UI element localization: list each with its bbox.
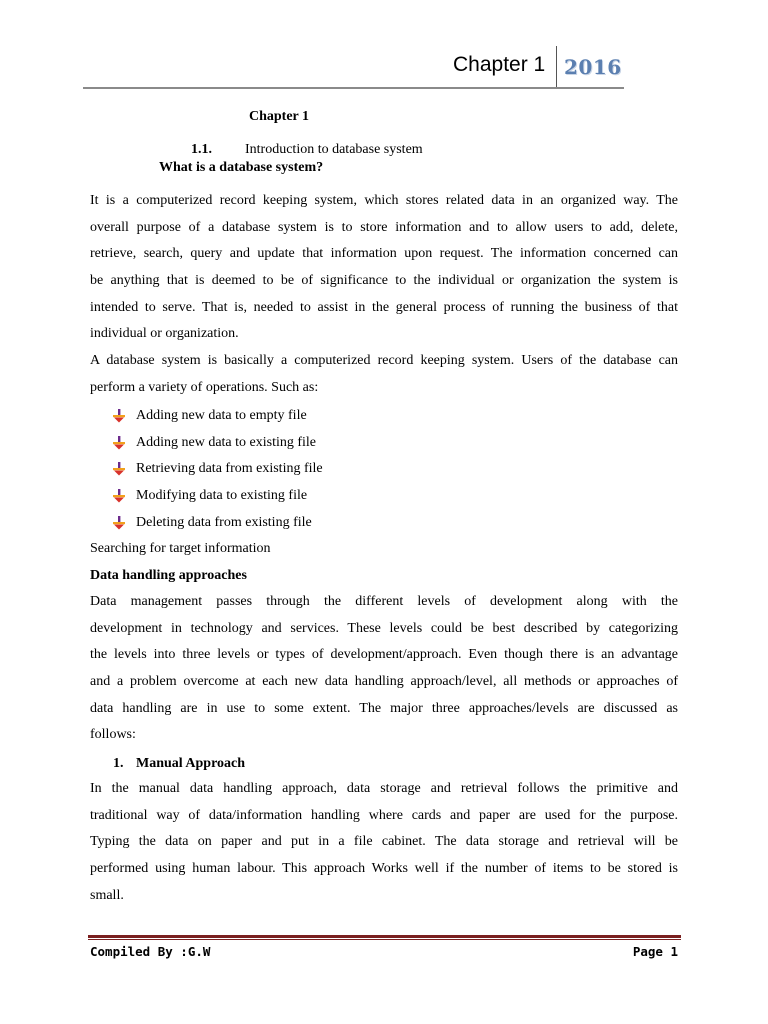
text-line: development in technology and services. These levels could be best described by categorizing <box>90 620 678 636</box>
text-line: perform a variety of operations. Such as: <box>90 379 319 395</box>
arrow-down-bullet-icon <box>112 516 126 530</box>
manual-approach-heading: Manual Approach <box>136 756 246 771</box>
text-line: be anything that is deemed to be of significance to the individual or organization the system is <box>90 273 678 289</box>
text-line: small. <box>90 887 124 903</box>
list-item-label: Deleting data from existing file <box>136 514 312 530</box>
header-rule <box>83 87 624 89</box>
footer-rule <box>88 935 681 938</box>
manual-approach-number: 1. <box>113 756 124 771</box>
section-title: Introduction to database system <box>245 142 423 157</box>
arrow-down-bullet-icon <box>112 409 126 423</box>
footer-author: Compiled By :G.W <box>90 944 211 959</box>
text-line: and a problem overcome at each new data handling approach/level, all methods or approaches of <box>90 674 678 690</box>
text-line: Data management passes through the different levels of development along with the <box>90 594 678 609</box>
text-line: the levels into three levels or types of development/approach. Even though there is an advantage <box>90 647 678 663</box>
text-line: In the manual data handling approach, data storage and retrieval follows the primitive and <box>90 781 678 796</box>
text-line: It is a computerized record keeping system, which stores related data in an organized way. The <box>90 193 678 208</box>
paragraph-manual-approach <box>90 776 678 909</box>
list-item <box>112 483 323 510</box>
chapter-title: Chapter 1 <box>249 109 310 124</box>
footer-rule-thin <box>88 939 681 940</box>
list-item-label: Modifying data to existing file <box>136 488 308 504</box>
text-line: retrieve, search, query and update that information upon request. The information concerned can <box>90 246 678 262</box>
text-line: A database system is basically a computerized record keeping system. Users of the database can <box>90 353 678 368</box>
header-chapter: Chapter 1 <box>453 53 546 76</box>
list-item <box>112 430 323 457</box>
operations-list <box>112 403 323 536</box>
text-line: follows: <box>90 727 136 743</box>
operations-last-line: Searching for target information <box>90 541 271 556</box>
list-item <box>112 456 323 483</box>
list-item-label: Adding new data to empty file <box>136 408 307 423</box>
text-line: traditional way of data/information handling where cards and paper are used for the purpose. <box>90 807 678 823</box>
text-line: individual or organization. <box>90 326 239 342</box>
arrow-down-bullet-icon <box>112 462 126 476</box>
question-heading: What is a database system? <box>159 160 324 175</box>
text-line: intended to serve. That is, needed to assist in the general process of running the business of that <box>90 299 678 315</box>
paragraph-operations-intro <box>90 348 678 401</box>
list-item-label: Retrieving data from existing file <box>136 461 323 477</box>
approaches-heading: Data handling approaches <box>90 568 247 583</box>
text-line: overall purpose of a database system is to store information and to allow users to add, delete, <box>90 219 678 235</box>
header-year: 2016 <box>564 55 622 79</box>
list-item <box>112 510 323 537</box>
arrow-down-bullet-icon <box>112 489 126 503</box>
text-line: Typing the data on paper and put in a file cabinet. The data storage and retrieval will be <box>90 834 678 850</box>
section-number: 1.1. <box>191 142 212 157</box>
paragraph-definition <box>90 188 678 348</box>
paragraph-approaches <box>90 589 678 749</box>
arrow-down-bullet-icon <box>112 436 126 450</box>
text-line: data handling are in use to some extent. The major three approaches/levels are discussed as <box>90 700 678 716</box>
list-item-label: Adding new data to existing file <box>136 434 317 450</box>
list-item <box>112 403 323 430</box>
text-line: performed using human labour. This approach Works well if the number of items to be stored is <box>90 861 678 877</box>
header-separator <box>556 46 557 88</box>
footer-page-number: Page 1 <box>632 944 678 959</box>
